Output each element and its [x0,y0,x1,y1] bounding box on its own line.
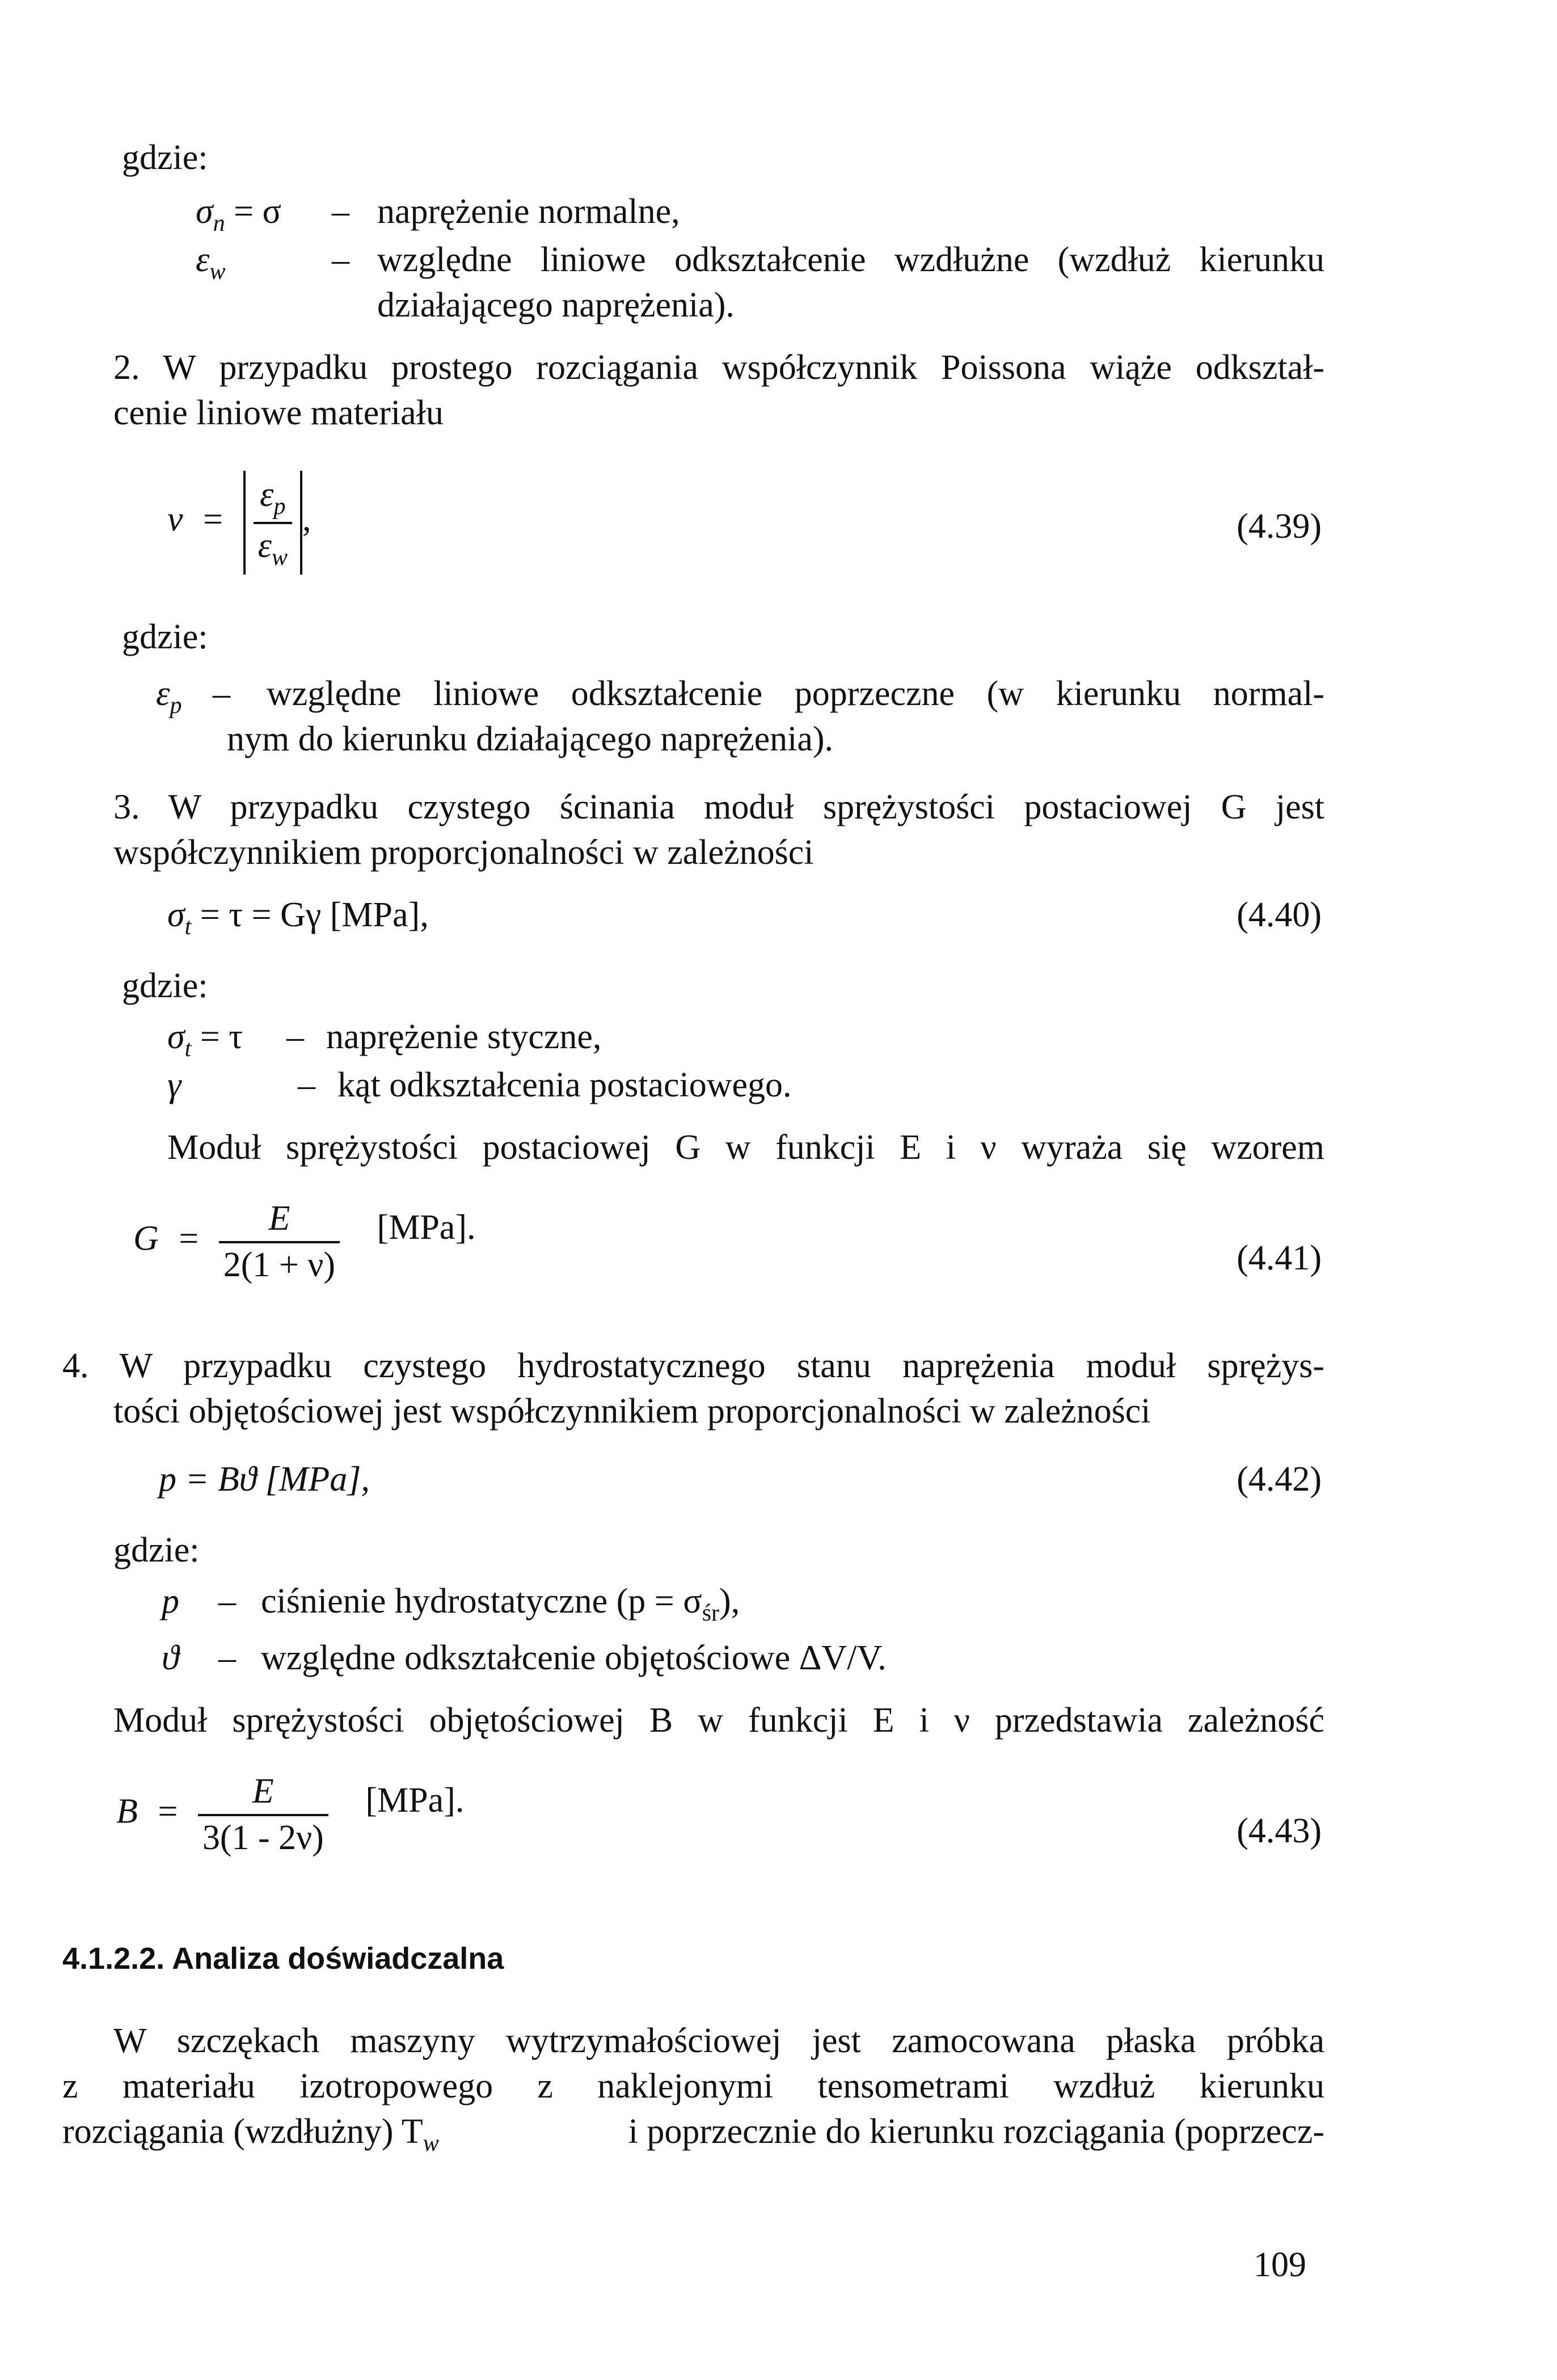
definition-shear-angle: γ [167,1066,182,1104]
equation-equals: = [203,500,223,539]
item-2-line-2: cenie liniowe materiału [113,394,444,432]
equation-4-39 [167,471,311,575]
equation-4-40: $\sigma_t = \tau = G\gamma$ [MPa], [167,896,429,940]
definition-volumetric-text: względne odkształcenie objętościowe ΔV/V. [261,1639,887,1677]
definition-shear-stress: $\sigma_t = \tau$ [167,1018,243,1062]
equation-number-4-41: (4.41) [1237,1239,1322,1277]
definition-equals: = σ [234,192,281,231]
fraction-denominator: $\varepsilon_w$ [258,526,288,571]
paragraph-line-3: rozciągania (wzdłużny) $T_w$ i poprzecznie do kierunku rozciągania (poprzecz- [62,2112,1324,2157]
where-label-4: gdzie: [113,1531,200,1569]
definition-dash: – [332,192,349,231]
definition-symbol: ε [196,240,210,279]
absolute-value-bars [243,471,302,575]
item-2-line-1: 2. W przypadku prostego rozciągania współczynnik Poissona wiąże odkształ- [113,348,1324,387]
shear-modulus-sentence: Moduł sprężystości postaciowej G w funkcji E i ν wyraża się wzorem [167,1128,1324,1167]
definition-normal-stress [196,190,281,239]
equation-number-4-40: (4.40) [1237,896,1322,934]
definition-dash: – [218,1639,236,1677]
definition-longitudinal-strain [196,238,225,287]
where-label-1: gdzie: [122,138,208,177]
definition-pressure-symbol: p [162,1582,179,1621]
fraction-numerator: $\varepsilon_p$ [254,473,292,524]
fraction-numerator: E [198,1770,328,1816]
fraction-denominator: 2(1 + ν) [223,1245,336,1284]
definition-text: naprężenie normalne, [377,192,680,231]
definition-dash: – [332,240,349,279]
definition-text-line-2: działającego naprężenia). [377,286,735,324]
item-4-line-1: 4. W przypadku czystego hydrostatycznego stanu naprężenia moduł sprężys- [62,1347,1324,1385]
equation-comma: , [302,500,311,539]
definition-dash: – [218,1582,236,1621]
equation-number-4-39: (4.39) [1237,507,1322,546]
definition-dash: – [286,1018,304,1056]
equation-4-42: p = Bϑ [MPa], [159,1460,370,1499]
equation-4-43: B = $\frac{E}{3(1 - 2\nu)}$ [MPa]. [116,1770,464,1860]
definition-text-line-1: względne liniowe odkształcenie poprzeczne (w kierunku normal- [267,674,1324,713]
paragraph-line-1: W szczękach maszyny wytrzymałościowej jest zamocowana płaska próbka [113,2022,1324,2060]
definition-pressure-text: ciśnienie hydrostatyczne $(p = \sigma_{śr})$, [261,1582,740,1626]
equation-number-4-42: (4.42) [1237,1460,1322,1499]
fraction [254,473,292,572]
item-3-line-1: 3. W przypadku czystego ścinania moduł sprężystości postaciowej G jest [113,788,1324,826]
definition-dash: – [298,1066,315,1104]
section-heading: 4.1.2.2. Analiza doświadczalna [62,1942,504,1976]
definition-text: kąt odkształcenia postaciowego. [337,1066,792,1104]
paragraph-line-2: z materiału izotropowego z naklejonymi tensometrami wzdłuż kierunku [62,2067,1324,2105]
definition-dash: – [213,674,230,713]
where-label-3: gdzie: [122,967,208,1005]
definition-subscript: w [209,259,226,285]
definition-text: naprężenie styczne, [326,1018,602,1056]
definition-subscript: p [170,693,182,719]
fraction [219,1197,340,1287]
definition-symbol: ε [156,674,170,713]
bulk-modulus-sentence: Moduł sprężystości objętościowej B w funkcji E i ν przedstawia zależność [113,1701,1324,1740]
fraction [198,1770,328,1860]
equation-lhs: ν [167,500,183,539]
definition-text-line-1: względne liniowe odkształcenie wzdłużne (wzdłuż kierunku [377,240,1324,279]
definition-text-line-2: nym do kierunku działającego naprężenia). [227,720,834,758]
fraction-denominator: 3(1 - 2ν) [202,1818,324,1857]
fraction-numerator: E [219,1197,340,1243]
equation-number-4-43: (4.43) [1237,1812,1322,1850]
item-4-line-2: tości objętościowej jest współczynnikiem proporcjonalności w zależności [113,1392,1151,1430]
where-label-2: gdzie: [122,618,208,656]
item-3-line-2: współczynnikiem proporcjonalności w zależności [113,833,814,872]
definition-symbol: σ [196,192,213,231]
definition-subscript: n [213,210,225,237]
equation-4-41: G = $\frac{E}{2(1 + \nu)}$ [MPa]. [133,1197,475,1287]
definition-volumetric-symbol: ϑ [162,1639,179,1677]
page-number: 109 [1254,2246,1306,2284]
definition-transverse-strain [156,672,182,721]
